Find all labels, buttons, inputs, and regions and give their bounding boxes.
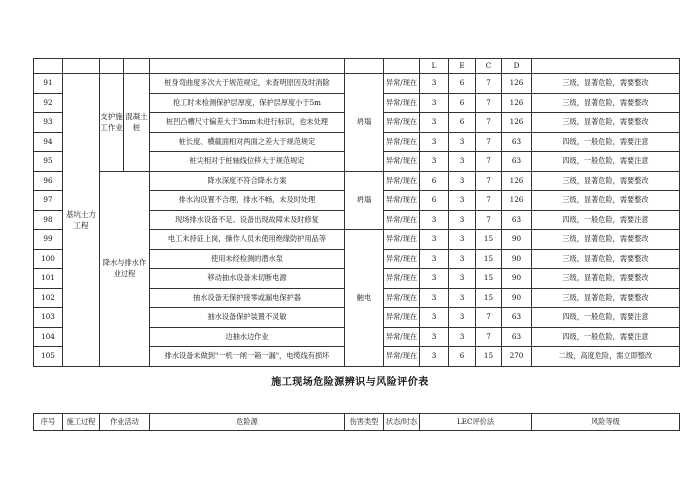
l-value: 3 bbox=[420, 288, 449, 308]
l-value: 3 bbox=[420, 113, 449, 133]
e-value: 6 bbox=[449, 93, 476, 113]
col-no: 序号 bbox=[34, 414, 63, 431]
d-value: 270 bbox=[502, 347, 532, 367]
l-value: 3 bbox=[420, 93, 449, 113]
l-value: 3 bbox=[420, 230, 449, 250]
hazard-cell: 桩长度、横截面相对两面之差大于规范规定 bbox=[150, 132, 345, 152]
risk-level-cell: 三级，显著危险，需要整改 bbox=[532, 269, 680, 289]
c-value: 15 bbox=[476, 249, 502, 269]
row-number: 102 bbox=[34, 288, 63, 308]
table-row bbox=[34, 74, 680, 94]
state-cell: 异常/现在 bbox=[384, 308, 420, 328]
state-cell: 异常/现在 bbox=[384, 74, 420, 94]
e-value: 3 bbox=[449, 132, 476, 152]
l-value: 6 bbox=[420, 171, 449, 191]
row-number: 104 bbox=[34, 327, 63, 347]
e-value: 6 bbox=[449, 113, 476, 133]
hazard-cell: 桩尖相对于桩轴线位移大于规范规定 bbox=[150, 152, 345, 172]
risk-level-cell: 三级，显著危险，需要整改 bbox=[532, 171, 680, 191]
risk-level-cell: 三级，显著危险，需要整改 bbox=[532, 191, 680, 211]
risk-level-cell: 三级，显著危险，需要整改 bbox=[532, 74, 680, 94]
c-value: 15 bbox=[476, 269, 502, 289]
process-cell: 基坑土方工程 bbox=[63, 74, 100, 367]
d-value: 90 bbox=[502, 249, 532, 269]
c-value: 7 bbox=[476, 171, 502, 191]
risk-level-cell: 四级，一般危险，需要注意 bbox=[532, 132, 680, 152]
sub-activity-cell: 混凝土桩 bbox=[124, 74, 150, 172]
lec-header-row bbox=[34, 59, 680, 74]
state-cell: 异常/现在 bbox=[384, 132, 420, 152]
e-value: 3 bbox=[449, 327, 476, 347]
risk-level-cell: 四级，一般危险，需要注意 bbox=[532, 210, 680, 230]
hazard-cell: 排水设备未做到"一机一闸一箱一漏"，电缆线有损坏 bbox=[150, 347, 345, 367]
row-number: 101 bbox=[34, 269, 63, 289]
c-value: 7 bbox=[476, 210, 502, 230]
risk-level-cell: 三级，显著危险，需要整改 bbox=[532, 113, 680, 133]
e-value: 3 bbox=[449, 152, 476, 172]
e-header: E bbox=[449, 59, 476, 74]
c-value: 7 bbox=[476, 152, 502, 172]
column-header-table bbox=[33, 413, 680, 431]
row-number: 94 bbox=[34, 132, 63, 152]
l-value: 3 bbox=[420, 347, 449, 367]
col-state: 状态/时态 bbox=[384, 414, 420, 431]
e-value: 3 bbox=[449, 210, 476, 230]
d-value: 63 bbox=[502, 132, 532, 152]
activity-dewatering-cell: 降水与排水作业过程 bbox=[100, 171, 150, 366]
col-lec: LEC评价法 bbox=[420, 414, 532, 431]
row-number: 100 bbox=[34, 249, 63, 269]
state-cell: 异常/现在 bbox=[384, 171, 420, 191]
state-cell: 异常/现在 bbox=[384, 113, 420, 133]
e-value: 3 bbox=[449, 249, 476, 269]
hazard-cell: 现场排水设备不足、设备出现故障未及时修复 bbox=[150, 210, 345, 230]
l-value: 3 bbox=[420, 132, 449, 152]
state-cell: 异常/现在 bbox=[384, 230, 420, 250]
c-value: 15 bbox=[476, 230, 502, 250]
risk-level-cell: 四级，一般危险，需要注意 bbox=[532, 152, 680, 172]
row-number: 103 bbox=[34, 308, 63, 328]
c-value: 7 bbox=[476, 74, 502, 94]
d-header: D bbox=[502, 59, 532, 74]
hazard-cell: 抽水设备保护装置不灵敏 bbox=[150, 308, 345, 328]
e-value: 6 bbox=[449, 347, 476, 367]
e-value: 3 bbox=[449, 269, 476, 289]
col-hazard: 危险源 bbox=[150, 414, 345, 431]
hazard-cell: 电工未持证上岗，操作人员未使用绝缘防护用品等 bbox=[150, 230, 345, 250]
hazard-cell: 使用未经检测的潜水泵 bbox=[150, 249, 345, 269]
hazard-cell: 桩凹凸槽尺寸偏差大于3mm未进行标识，也未处理 bbox=[150, 113, 345, 133]
c-header: C bbox=[476, 59, 502, 74]
c-value: 7 bbox=[476, 191, 502, 211]
d-value: 126 bbox=[502, 74, 532, 94]
activity-support-cell: 支护施工作业 bbox=[100, 74, 124, 172]
table-row bbox=[34, 171, 680, 191]
hazard-cell: 抢工时未检测保护层厚度，保护层厚度小于5m bbox=[150, 93, 345, 113]
e-value: 6 bbox=[449, 74, 476, 94]
col-hazard-type: 伤害类型 bbox=[345, 414, 384, 431]
row-number: 99 bbox=[34, 230, 63, 250]
state-cell: 异常/现在 bbox=[384, 152, 420, 172]
risk-level-cell: 三级，显著危险，需要整改 bbox=[532, 249, 680, 269]
hazard-cell: 边抽水边作业 bbox=[150, 327, 345, 347]
d-value: 63 bbox=[502, 210, 532, 230]
d-value: 63 bbox=[502, 308, 532, 328]
d-value: 63 bbox=[502, 152, 532, 172]
hazard-type-cell: 坍塌 bbox=[345, 74, 384, 172]
state-cell: 异常/现在 bbox=[384, 288, 420, 308]
hazard-table bbox=[33, 58, 680, 367]
state-cell: 异常/现在 bbox=[384, 269, 420, 289]
state-cell: 异常/现在 bbox=[384, 191, 420, 211]
l-value: 3 bbox=[420, 308, 449, 328]
d-value: 90 bbox=[502, 230, 532, 250]
col-activity: 作业活动 bbox=[100, 414, 150, 431]
e-value: 3 bbox=[449, 230, 476, 250]
l-value: 3 bbox=[420, 152, 449, 172]
d-value: 90 bbox=[502, 288, 532, 308]
d-value: 126 bbox=[502, 93, 532, 113]
hazard-type-cell: 坍塌 bbox=[345, 171, 384, 230]
row-number: 98 bbox=[34, 210, 63, 230]
l-value: 3 bbox=[420, 249, 449, 269]
hazard-cell: 桩身弯曲度多次大于规范规定，未查明原因及时消除 bbox=[150, 74, 345, 94]
row-number: 95 bbox=[34, 152, 63, 172]
l-value: 3 bbox=[420, 210, 449, 230]
l-value: 3 bbox=[420, 327, 449, 347]
d-value: 126 bbox=[502, 171, 532, 191]
hazard-cell: 抽水设备无保护接零或漏电保护器 bbox=[150, 288, 345, 308]
e-value: 3 bbox=[449, 288, 476, 308]
e-value: 3 bbox=[449, 191, 476, 211]
c-value: 7 bbox=[476, 327, 502, 347]
risk-level-cell: 三级，显著危险，需要整改 bbox=[532, 288, 680, 308]
c-value: 7 bbox=[476, 93, 502, 113]
c-value: 15 bbox=[476, 288, 502, 308]
l-value: 3 bbox=[420, 269, 449, 289]
e-value: 3 bbox=[449, 171, 476, 191]
risk-level-cell: 四级，一般危险，需要注意 bbox=[532, 308, 680, 328]
c-value: 15 bbox=[476, 347, 502, 367]
l-value: 3 bbox=[420, 74, 449, 94]
hazard-cell: 降水深度不符合降水方案 bbox=[150, 171, 345, 191]
c-value: 7 bbox=[476, 113, 502, 133]
column-header-row bbox=[34, 414, 680, 431]
state-cell: 异常/现在 bbox=[384, 249, 420, 269]
col-risk: 风险等级 bbox=[532, 414, 680, 431]
d-value: 126 bbox=[502, 191, 532, 211]
state-cell: 异常/现在 bbox=[384, 347, 420, 367]
l-value: 6 bbox=[420, 191, 449, 211]
hazard-type-cell: 触电 bbox=[345, 230, 384, 367]
row-number: 105 bbox=[34, 347, 63, 367]
table-title: 施工现场危险源辨识与风险评价表 bbox=[271, 377, 429, 388]
d-value: 90 bbox=[502, 269, 532, 289]
row-number: 97 bbox=[34, 191, 63, 211]
hazard-cell: 排水沟设置不合理，排水不畅，未及时处理 bbox=[150, 191, 345, 211]
risk-level-cell: 二级，高度危险，需立即整改 bbox=[532, 347, 680, 367]
d-value: 63 bbox=[502, 327, 532, 347]
l-header: L bbox=[420, 59, 449, 74]
row-number: 91 bbox=[34, 74, 63, 94]
row-number: 92 bbox=[34, 93, 63, 113]
risk-level-cell: 三级，显著危险，需要整改 bbox=[532, 93, 680, 113]
e-value: 3 bbox=[449, 308, 476, 328]
state-cell: 异常/现在 bbox=[384, 210, 420, 230]
c-value: 7 bbox=[476, 308, 502, 328]
state-cell: 异常/现在 bbox=[384, 327, 420, 347]
row-number: 96 bbox=[34, 171, 63, 191]
d-value: 126 bbox=[502, 113, 532, 133]
row-number: 93 bbox=[34, 113, 63, 133]
hazard-cell: 移动抽水设备未切断电源 bbox=[150, 269, 345, 289]
c-value: 7 bbox=[476, 132, 502, 152]
state-cell: 异常/现在 bbox=[384, 93, 420, 113]
risk-level-cell: 三级，显著危险，需要整改 bbox=[532, 230, 680, 250]
col-process: 施工过程 bbox=[63, 414, 100, 431]
risk-level-cell: 四级，一般危险，需要注意 bbox=[532, 327, 680, 347]
